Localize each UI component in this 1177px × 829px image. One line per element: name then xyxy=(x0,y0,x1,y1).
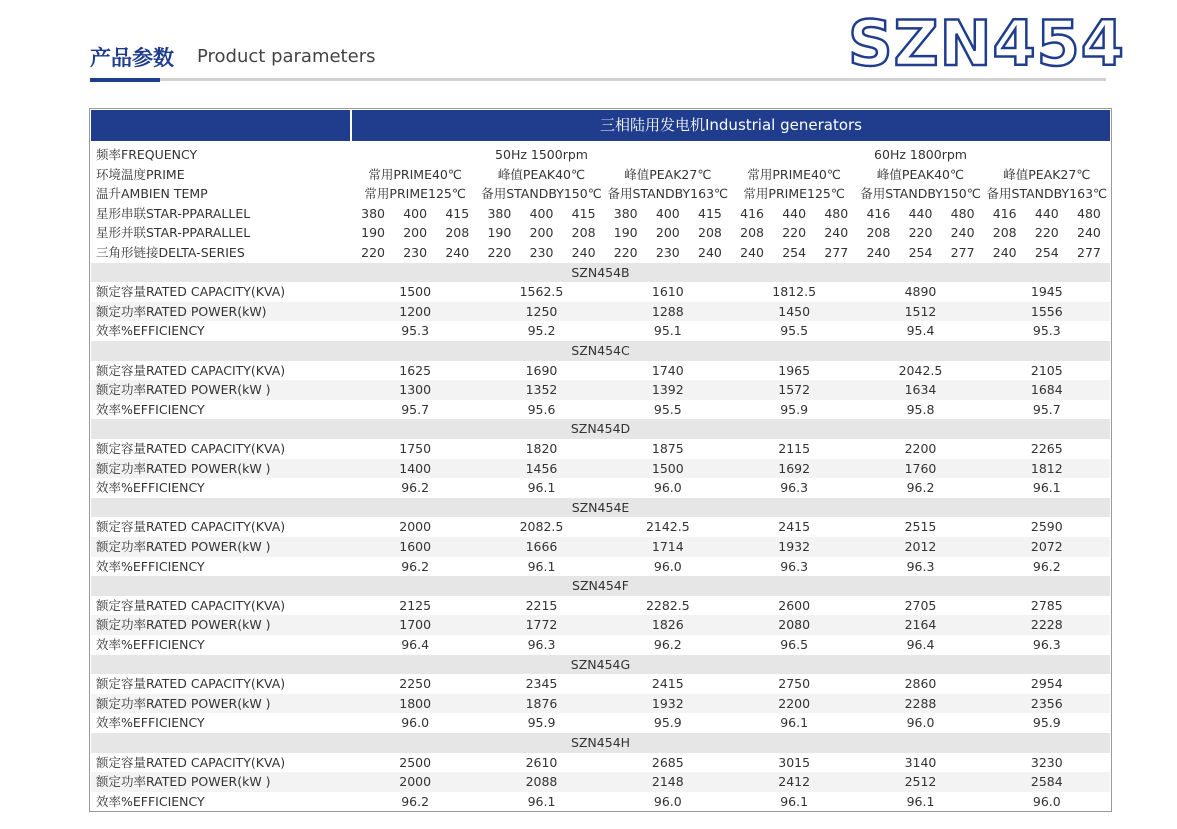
table-cell: 96.2 xyxy=(906,480,935,496)
table-cell: 2600 xyxy=(778,597,811,613)
row-label: 效率%EFFICIENCY xyxy=(96,637,205,652)
table-cell: 2356 xyxy=(1030,695,1063,711)
table-cell: 400 xyxy=(403,205,428,221)
model-section-header xyxy=(91,733,1110,753)
table-cell: 95.2 xyxy=(527,323,556,339)
model-section-header xyxy=(91,263,1110,283)
table-cell: 415 xyxy=(571,205,596,221)
table-cell: 2000 xyxy=(399,774,432,790)
table-cell: 2125 xyxy=(399,597,432,613)
table-cell: 峰值PEAK40℃ xyxy=(876,166,965,182)
table-cell: 1772 xyxy=(525,617,558,633)
table-cell: 240 xyxy=(824,225,849,241)
voltage-row xyxy=(91,204,1110,224)
table-cell: 220 xyxy=(908,225,933,241)
table-cell: 96.1 xyxy=(780,715,809,731)
table-cell: 254 xyxy=(782,245,807,260)
spec-table xyxy=(89,108,1112,812)
table-cell: 1572 xyxy=(778,382,811,398)
table-cell: 95.9 xyxy=(653,715,682,731)
row-label: 效率%EFFICIENCY xyxy=(96,480,205,496)
table-cell: 2288 xyxy=(904,695,937,711)
table-cell: 95.7 xyxy=(401,401,430,417)
table-cell: 96.3 xyxy=(906,558,935,574)
row-label: 效率%EFFICIENCY xyxy=(96,558,205,574)
table-cell: 480 xyxy=(950,205,975,221)
table-cell: 96.1 xyxy=(527,793,556,809)
table-cell: 1692 xyxy=(778,460,811,476)
table-cell: 96.1 xyxy=(906,793,935,809)
table-row xyxy=(91,282,1110,302)
table-cell: 240 xyxy=(950,225,975,241)
table-cell: 380 xyxy=(613,205,638,221)
row-label: 环境温度PRIME xyxy=(96,166,185,182)
table-row xyxy=(91,635,1110,655)
table-cell: 2860 xyxy=(904,676,937,692)
table-cell: 95.5 xyxy=(653,401,682,417)
table-cell: 2088 xyxy=(525,774,558,790)
table-cell: 2042.5 xyxy=(898,362,943,378)
table-cell: 1556 xyxy=(1030,303,1063,319)
table-cell: 415 xyxy=(445,205,470,221)
table-cell: 3015 xyxy=(778,754,811,770)
table-cell: 1500 xyxy=(399,284,432,300)
row-label: 频率FREQUENCY xyxy=(96,147,198,162)
table-cell: 1392 xyxy=(651,382,684,398)
table-cell: 96.1 xyxy=(527,558,556,574)
table-cell: 96.2 xyxy=(401,480,430,496)
table-cell: 480 xyxy=(824,205,849,221)
table-cell: 254 xyxy=(908,245,933,260)
table-cell: 240 xyxy=(992,245,1017,260)
row-label: 星形串联STAR-PPARALLEL xyxy=(96,205,251,221)
table-row xyxy=(91,478,1110,498)
table-row xyxy=(91,674,1110,694)
row-label: 额定功率RATED POWER(kW ) xyxy=(96,774,271,790)
table-cell: 2685 xyxy=(651,754,684,770)
section-title-en: Product parameters xyxy=(197,46,376,67)
table-cell: 208 xyxy=(740,225,764,241)
table-cell: 240 xyxy=(698,245,722,260)
table-cell: 峰值PEAK40℃ xyxy=(497,166,586,182)
table-cell: 240 xyxy=(866,245,891,260)
table-cell: 2785 xyxy=(1030,597,1063,613)
table-cell: 95.7 xyxy=(1032,401,1061,417)
table-cell: 96.0 xyxy=(906,715,935,731)
table-cell: 277 xyxy=(824,245,849,260)
table-cell: 95.6 xyxy=(527,401,556,417)
row-label: 额定功率RATED POWER(kW ) xyxy=(96,617,271,633)
voltage-row xyxy=(91,223,1110,243)
table-cell: 416 xyxy=(992,205,1017,221)
table-cell: 1666 xyxy=(525,539,558,554)
table-cell: 常用PRIME40℃ xyxy=(368,166,462,182)
table-cell: 440 xyxy=(908,205,933,221)
table-cell: 1352 xyxy=(525,382,558,398)
row-label: 额定功率RATED POWER(kW) xyxy=(96,303,267,319)
table-cell: 240 xyxy=(445,245,470,260)
table-cell: 2072 xyxy=(1030,539,1063,554)
row-label: 效率%EFFICIENCY xyxy=(96,793,205,809)
table-cell: 2954 xyxy=(1030,676,1063,692)
table-cell: 277 xyxy=(1077,245,1101,260)
table-cell: 200 xyxy=(403,225,428,241)
table-cell: 190 xyxy=(361,225,385,241)
table-cell: 2515 xyxy=(904,519,937,535)
model-name: SZN454F xyxy=(572,578,629,594)
model-section-header xyxy=(91,419,1110,439)
table-cell: 95.4 xyxy=(906,323,935,339)
row-label: 额定功率RATED POWER(kW ) xyxy=(96,382,271,398)
table-cell: 2415 xyxy=(651,676,684,692)
table-row xyxy=(91,517,1110,537)
table-cell: 2164 xyxy=(904,617,937,633)
table-cell: 230 xyxy=(655,245,680,260)
table-cell: 230 xyxy=(529,245,554,260)
table-cell: 1700 xyxy=(399,617,432,633)
table-cell: 3230 xyxy=(1030,754,1063,770)
row-label: 效率%EFFICIENCY xyxy=(96,323,205,339)
row-label: 温升AMBIEN TEMP xyxy=(96,186,208,202)
row-label: 额定容量RATED CAPACITY(KVA) xyxy=(96,441,286,456)
table-cell: 2412 xyxy=(778,774,811,790)
table-cell: 2750 xyxy=(778,676,811,692)
table-cell: 96.1 xyxy=(527,480,556,496)
table-cell: 1610 xyxy=(651,284,684,300)
table-cell: 220 xyxy=(613,245,638,260)
row-label: 额定容量RATED CAPACITY(KVA) xyxy=(96,676,286,692)
table-cell: 2105 xyxy=(1030,362,1063,378)
table-header-blank xyxy=(91,110,350,141)
table-cell: 2000 xyxy=(399,519,432,535)
table-cell: 96.3 xyxy=(527,637,556,652)
header-divider-accent xyxy=(90,78,160,82)
table-cell: 1562.5 xyxy=(519,284,564,300)
model-name: SZN454C xyxy=(571,343,630,358)
table-cell: 1600 xyxy=(399,539,432,554)
table-cell: 440 xyxy=(1034,205,1059,221)
table-cell: 95.3 xyxy=(401,323,430,339)
table-cell: 96.2 xyxy=(401,558,430,574)
table-cell: 480 xyxy=(1077,205,1101,221)
table-row xyxy=(91,302,1110,322)
table-cell: 1634 xyxy=(904,382,937,398)
row-label: 额定容量RATED CAPACITY(KVA) xyxy=(96,362,286,378)
model-section-header xyxy=(91,655,1110,675)
table-cell: 277 xyxy=(950,245,975,260)
table-cell: 96.0 xyxy=(653,480,682,496)
table-row xyxy=(91,772,1110,792)
row-label: 额定容量RATED CAPACITY(KVA) xyxy=(96,284,286,300)
voltage-row xyxy=(91,243,1110,263)
table-cell: 2584 xyxy=(1030,774,1063,790)
table-cell: 1512 xyxy=(904,303,937,319)
table-row xyxy=(91,537,1110,557)
table-cell: 1456 xyxy=(525,460,558,476)
model-name: SZN454B xyxy=(571,264,630,280)
table-cell: 208 xyxy=(698,225,722,241)
environment-temp-row xyxy=(91,165,1110,185)
table-cell: 1800 xyxy=(399,695,432,711)
table-cell: 1300 xyxy=(399,382,432,398)
table-cell: 1820 xyxy=(525,441,558,456)
table-cell: 1750 xyxy=(399,441,432,456)
table-cell: 96.1 xyxy=(780,793,809,809)
table-cell: 380 xyxy=(361,205,385,221)
table-cell: 95.9 xyxy=(1032,715,1061,731)
table-cell: 95.1 xyxy=(653,323,682,339)
table-cell: 380 xyxy=(487,205,512,221)
table-cell: 2012 xyxy=(904,539,937,554)
table-cell: 2415 xyxy=(778,519,811,535)
table-cell: 2512 xyxy=(904,774,937,790)
table-cell: 3140 xyxy=(904,754,937,770)
table-cell: 1250 xyxy=(525,303,558,319)
table-cell: 备用STANDBY163℃ xyxy=(986,186,1108,202)
table-cell: 4890 xyxy=(904,284,937,300)
table-cell: 96.3 xyxy=(780,558,809,574)
table-cell: 常用PRIME125℃ xyxy=(364,186,466,202)
model-section-header xyxy=(91,576,1110,596)
table-cell: 96.5 xyxy=(780,637,809,652)
model-name: SZN454G xyxy=(570,656,631,672)
table-row xyxy=(91,615,1110,635)
table-cell: 1200 xyxy=(399,303,432,319)
table-cell: 1826 xyxy=(651,617,684,633)
table-cell: 1288 xyxy=(651,303,684,319)
temp-rise-row xyxy=(91,184,1110,204)
table-cell: 备用STANDBY150℃ xyxy=(860,186,981,202)
table-cell: 96.0 xyxy=(401,715,430,731)
table-cell: 2115 xyxy=(778,441,811,456)
frequency-row xyxy=(91,145,1110,165)
table-cell: 220 xyxy=(782,225,807,241)
table-cell: 96.3 xyxy=(1032,637,1061,652)
table-cell: 220 xyxy=(1034,225,1059,241)
section-title-cn: 产品参数 xyxy=(90,46,174,70)
row-label: 额定容量RATED CAPACITY(KVA) xyxy=(96,519,286,535)
table-cell: 2250 xyxy=(399,676,432,692)
table-cell: 95.8 xyxy=(906,401,935,417)
table-cell: 常用PRIME40℃ xyxy=(747,166,841,182)
model-section-header xyxy=(91,341,1110,361)
table-cell: 2200 xyxy=(904,441,937,456)
table-cell: 50Hz 1500rpm xyxy=(495,147,588,162)
table-cell: 60Hz 1800rpm xyxy=(874,147,967,162)
table-cell: 96.2 xyxy=(1032,558,1061,574)
table-cell: 2705 xyxy=(904,597,937,613)
row-label: 额定功率RATED POWER(kW ) xyxy=(96,460,271,476)
table-row xyxy=(91,792,1110,812)
table-cell: 240 xyxy=(1077,225,1101,241)
table-row xyxy=(91,596,1110,616)
row-label: 三角形链接DELTA-SERIES xyxy=(96,245,245,260)
table-row xyxy=(91,380,1110,400)
table-row xyxy=(91,400,1110,420)
table-cell: 96.0 xyxy=(653,793,682,809)
table-cell: 240 xyxy=(740,245,764,260)
table-cell: 96.1 xyxy=(1032,480,1061,496)
table-row xyxy=(91,753,1110,773)
table-cell: 200 xyxy=(529,225,554,241)
table-cell: 96.3 xyxy=(780,480,809,496)
table-cell: 95.5 xyxy=(780,323,809,339)
table-row xyxy=(91,439,1110,459)
table-cell: 峰值PEAK27℃ xyxy=(1003,166,1091,182)
table-cell: 415 xyxy=(698,205,722,221)
table-cell: 1450 xyxy=(778,303,811,319)
table-cell: 208 xyxy=(571,225,596,241)
table-cell: 96.2 xyxy=(401,793,430,809)
table-cell: 95.9 xyxy=(780,401,809,417)
table-cell: 1876 xyxy=(525,695,558,711)
model-name: SZN454E xyxy=(571,499,630,515)
table-cell: 1400 xyxy=(399,460,432,476)
table-cell: 2148 xyxy=(651,774,684,790)
table-cell: 190 xyxy=(487,225,512,241)
table-cell: 440 xyxy=(782,205,807,221)
table-cell: 峰值PEAK27℃ xyxy=(624,166,712,182)
table-row xyxy=(91,321,1110,341)
table-cell: 1684 xyxy=(1030,382,1063,398)
table-cell: 190 xyxy=(613,225,638,241)
table-cell: 1714 xyxy=(651,539,684,554)
table-cell: 1812 xyxy=(1030,460,1063,476)
table-cell: 400 xyxy=(529,205,554,221)
table-row xyxy=(91,694,1110,714)
row-label: 星形并联STAR-PPARALLEL xyxy=(96,225,251,241)
table-cell: 96.4 xyxy=(401,637,430,652)
table-cell: 2610 xyxy=(525,754,558,770)
table-cell: 备用STANDBY163℃ xyxy=(607,186,729,202)
row-label: 效率%EFFICIENCY xyxy=(96,715,205,731)
table-row xyxy=(91,459,1110,479)
table-cell: 200 xyxy=(655,225,680,241)
table-cell: 2228 xyxy=(1030,617,1063,633)
table-cell: 2142.5 xyxy=(645,519,690,535)
table-cell: 常用PRIME125℃ xyxy=(743,186,845,202)
table-cell: 1945 xyxy=(1030,284,1063,300)
table-cell: 2265 xyxy=(1030,441,1063,456)
table-cell: 2345 xyxy=(525,676,558,692)
table-cell: 240 xyxy=(571,245,596,260)
row-label: 效率%EFFICIENCY xyxy=(96,401,205,417)
table-cell: 96.4 xyxy=(906,637,935,652)
table-row xyxy=(91,713,1110,733)
table-cell: 416 xyxy=(866,205,891,221)
table-cell: 2215 xyxy=(525,597,558,613)
table-cell: 1740 xyxy=(651,362,684,378)
table-cell: 1690 xyxy=(525,362,558,378)
table-cell: 2500 xyxy=(399,754,432,770)
table-cell: 1932 xyxy=(778,539,811,554)
table-cell: 220 xyxy=(487,245,512,260)
table-cell: 1500 xyxy=(651,460,684,476)
table-cell: 208 xyxy=(445,225,470,241)
table-title: 三相陆用发电机Industrial generators xyxy=(352,110,1110,141)
row-label: 额定容量RATED CAPACITY(KVA) xyxy=(96,754,286,770)
table-cell: 208 xyxy=(992,225,1017,241)
table-cell: 2282.5 xyxy=(645,597,690,613)
table-cell: 208 xyxy=(866,225,891,241)
table-cell: 416 xyxy=(740,205,764,221)
table-cell: 95.9 xyxy=(527,715,556,731)
table-cell: 96.2 xyxy=(653,637,682,652)
table-cell: 1625 xyxy=(399,362,432,378)
table-cell: 2082.5 xyxy=(519,519,564,535)
table-cell: 95.3 xyxy=(1032,323,1061,339)
table-cell: 220 xyxy=(361,245,385,260)
row-label: 额定功率RATED POWER(kW ) xyxy=(96,539,271,554)
row-label: 额定功率RATED POWER(kW ) xyxy=(96,695,271,711)
model-title: SZN454 xyxy=(848,7,1125,80)
model-name: SZN454H xyxy=(570,735,631,750)
table-cell: 400 xyxy=(655,205,680,221)
table-cell: 1875 xyxy=(651,441,684,456)
table-cell: 254 xyxy=(1034,245,1059,260)
table-cell: 备用STANDBY150℃ xyxy=(481,186,602,202)
table-cell: 1965 xyxy=(778,362,811,378)
row-label: 额定容量RATED CAPACITY(KVA) xyxy=(96,597,286,613)
table-cell: 2200 xyxy=(778,695,811,711)
table-cell: 1812.5 xyxy=(772,284,817,300)
table-row xyxy=(91,557,1110,577)
table-cell: 96.0 xyxy=(653,558,682,574)
table-cell: 1932 xyxy=(651,695,684,711)
table-cell: 230 xyxy=(403,245,428,260)
model-name: SZN454D xyxy=(570,421,631,437)
table-cell: 96.0 xyxy=(1032,793,1061,809)
model-section-header xyxy=(91,498,1110,518)
table-cell: 2080 xyxy=(778,617,811,633)
table-cell: 1760 xyxy=(904,460,937,476)
table-row xyxy=(91,361,1110,381)
table-cell: 2590 xyxy=(1030,519,1063,535)
